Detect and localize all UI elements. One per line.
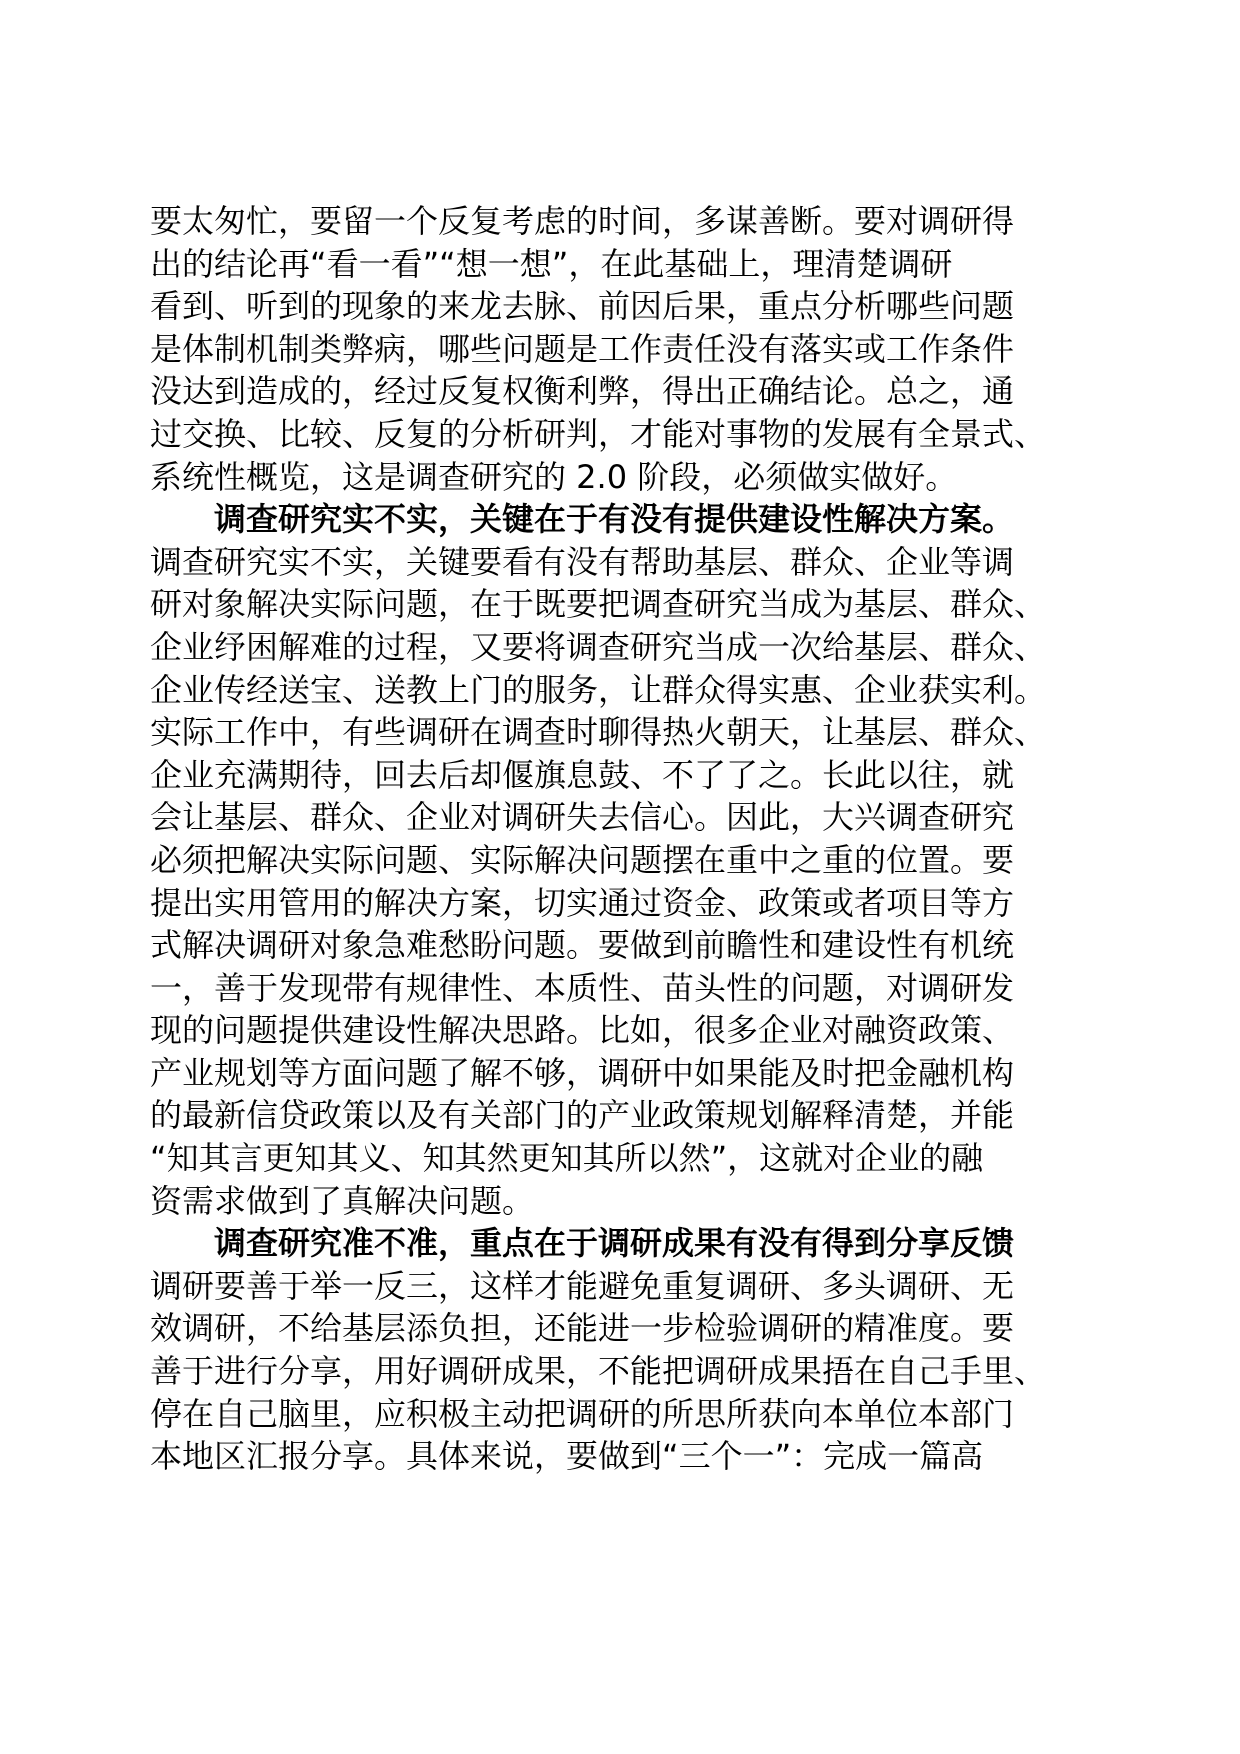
text-line: 没达到造成的，经过反复权衡利弊，得出正确结论。总之，通 — [150, 372, 1015, 411]
text-line: 过交换、比较、反复的分析研判，才能对事物的发展有全景式、 — [150, 414, 1047, 453]
text-line: 要太匆忙，要留一个反复考虑的时间，多谋善断。要对调研得 — [150, 202, 1015, 240]
text-line: 一，善于发现带有规律性、本质性、苗头性的问题，对调研发 — [150, 968, 1015, 1007]
text-line: 产业规划等方面问题了解不够，调研中如果能及时把金融机构 — [150, 1053, 1015, 1092]
text-line: 现的问题提供建设性解决思路。比如，很多企业对融资政策、 — [150, 1011, 1015, 1050]
text-line: 提出实用管用的解决方案，切实通过资金、政策或者项目等方 — [150, 883, 1015, 922]
body-text — [150, 200, 1090, 1478]
text-line: 企业传经送宝、送教上门的服务，让群众得实惠、企业获实利。 — [150, 670, 1047, 709]
text-line: 实际工作中，有些调研在调查时聊得热火朝天，让基层、群众、 — [150, 713, 1047, 752]
text-line: 企业纾困解难的过程，又要将调查研究当成一次给基层、群众、 — [150, 627, 1047, 666]
text-line: 调查研究实不实，关键要看有没有帮助基层、群众、企业等调 — [150, 542, 1015, 581]
text-line: 本地区汇报分享。具体来说，要做到“三个一”：完成一篇高 — [150, 1437, 984, 1476]
text-line: 停在自己脑里，应积极主动把调研的所思所获向本单位本部门 — [150, 1394, 1015, 1433]
text-line: 必须把解决实际问题、实际解决问题摆在重中之重的位置。要 — [150, 840, 1015, 879]
text-line: 的最新信贷政策以及有关部门的产业政策规划解释清楚，并能 — [150, 1096, 1015, 1135]
text-line: 资需求做到了真解决问题。 — [150, 1181, 535, 1220]
text-line: 善于进行分享，用好调研成果，不能把调研成果捂在自己手里、 — [150, 1352, 1047, 1391]
text-line: 是体制机制类弊病，哪些问题是工作责任没有落实或工作条件 — [150, 329, 1015, 368]
section-heading-line: 调查研究准不准，重点在于调研成果有没有得到分享反馈 — [214, 1224, 1015, 1263]
text-line: 效调研，不给基层添负担，还能进一步检验调研的精准度。要 — [150, 1309, 1015, 1348]
text-line: 式解决调研对象急难愁盼问题。要做到前瞻性和建设性有机统 — [150, 926, 1015, 965]
text-line: 调研要善于举一反三，这样才能避免重复调研、多头调研、无 — [150, 1266, 1015, 1305]
text-line: 研对象解决实际问题，在于既要把调查研究当成为基层、群众、 — [150, 585, 1047, 624]
text-line: “知其言更知其义、知其然更知其所以然”，这就对企业的融 — [150, 1139, 984, 1178]
text-line: 企业充满期待，回去后却偃旗息鼓、不了了之。长此以往，就 — [150, 755, 1015, 794]
text-line: 看到、听到的现象的来龙去脉、前因后果，重点分析哪些问题 — [150, 287, 1015, 326]
text-line: 出的结论再“看一看”“想一想”，在此基础上，理清楚调研 — [150, 244, 953, 283]
text-line: 会让基层、群众、企业对调研失去信心。因此，大兴调查研究 — [150, 798, 1015, 837]
text-line: 系统性概览，这是调查研究的 2.0 阶段，必须做实做好。 — [150, 457, 958, 496]
section-heading-line: 调查研究实不实，关键在于有没有提供建设性解决方案。 — [214, 500, 1015, 539]
